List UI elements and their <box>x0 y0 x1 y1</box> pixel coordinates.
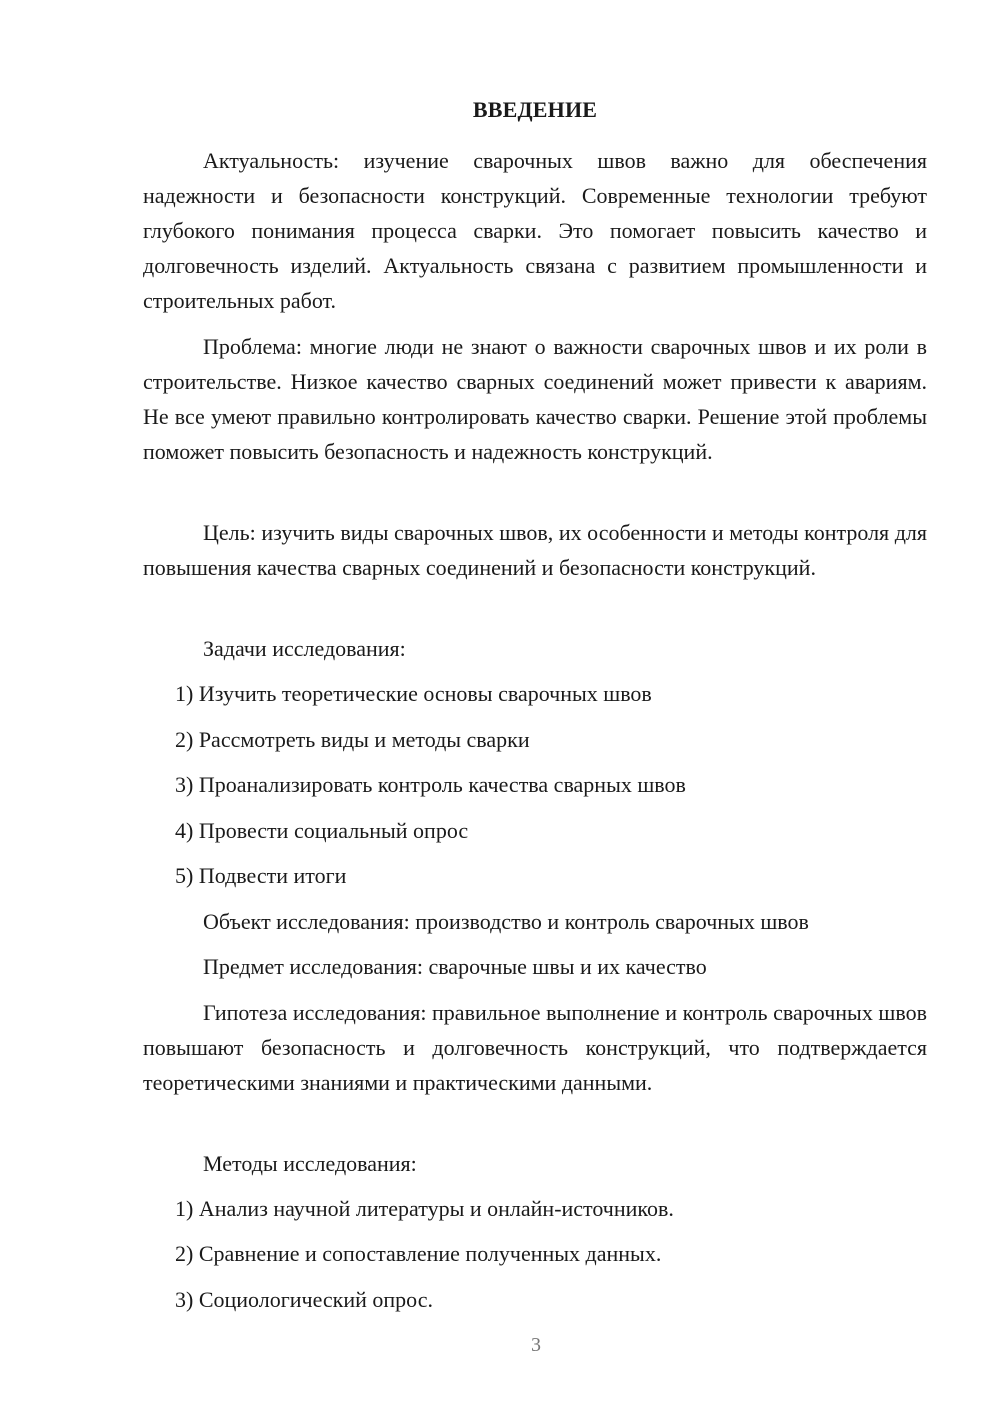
list-item: 5) Подвести итоги <box>175 863 347 888</box>
list-item: 2) Сравнение и сопоставление полученных данных. <box>175 1241 662 1266</box>
list-item: 3) Проанализировать контроль качества сварных швов <box>175 772 686 797</box>
paragraph-problem: Проблема: многие люди не знают о важности сварочных швов и их роли в строительстве. Низкое качество сварных соединений может привести к авариям. Не все умеют правильно контролировать качество сварки. Решение этой проблемы поможет повысить безопасность и надежность конструкций. <box>143 334 927 464</box>
research-subject: Предмет исследования: сварочные швы и их качество <box>203 954 707 979</box>
paragraph-relevance: Актуальность: изучение сварочных швов важно для обеспечения надежности и безопасности конструкций. Современные технологии требуют глубокого понимания процесса сварки. Это помогает повысить качество и долговечность изделий. Актуальность связана с развитием промышленности и строительных работ. <box>143 148 927 313</box>
list-item: 3) Социологический опрос. <box>175 1287 433 1312</box>
list-item: 2) Рассмотреть виды и методы сварки <box>175 727 530 752</box>
page-number: 3 <box>531 1334 541 1356</box>
research-object: Объект исследования: производство и контроль сварочных швов <box>203 909 809 934</box>
paragraph-hypothesis: Гипотеза исследования: правильное выполнение и контроль сварочных швов повышают безопасность и долговечность конструкций, что подтверждается теоретическими знаниями и практическими данными. <box>143 1000 927 1095</box>
paragraph-goal: Цель: изучить виды сварочных швов, их особенности и методы контроля для повышения качества сварных соединений и безопасности конструкций. <box>143 520 927 580</box>
tasks-heading: Задачи исследования: <box>203 636 406 661</box>
list-item: 1) Изучить теоретические основы сварочных швов <box>175 681 652 706</box>
page-title: ВВЕДЕНИЕ <box>472 97 598 122</box>
list-item: 1) Анализ научной литературы и онлайн-источников. <box>175 1196 674 1221</box>
methods-heading: Методы исследования: <box>203 1151 417 1176</box>
list-item: 4) Провести социальный опрос <box>175 818 469 843</box>
